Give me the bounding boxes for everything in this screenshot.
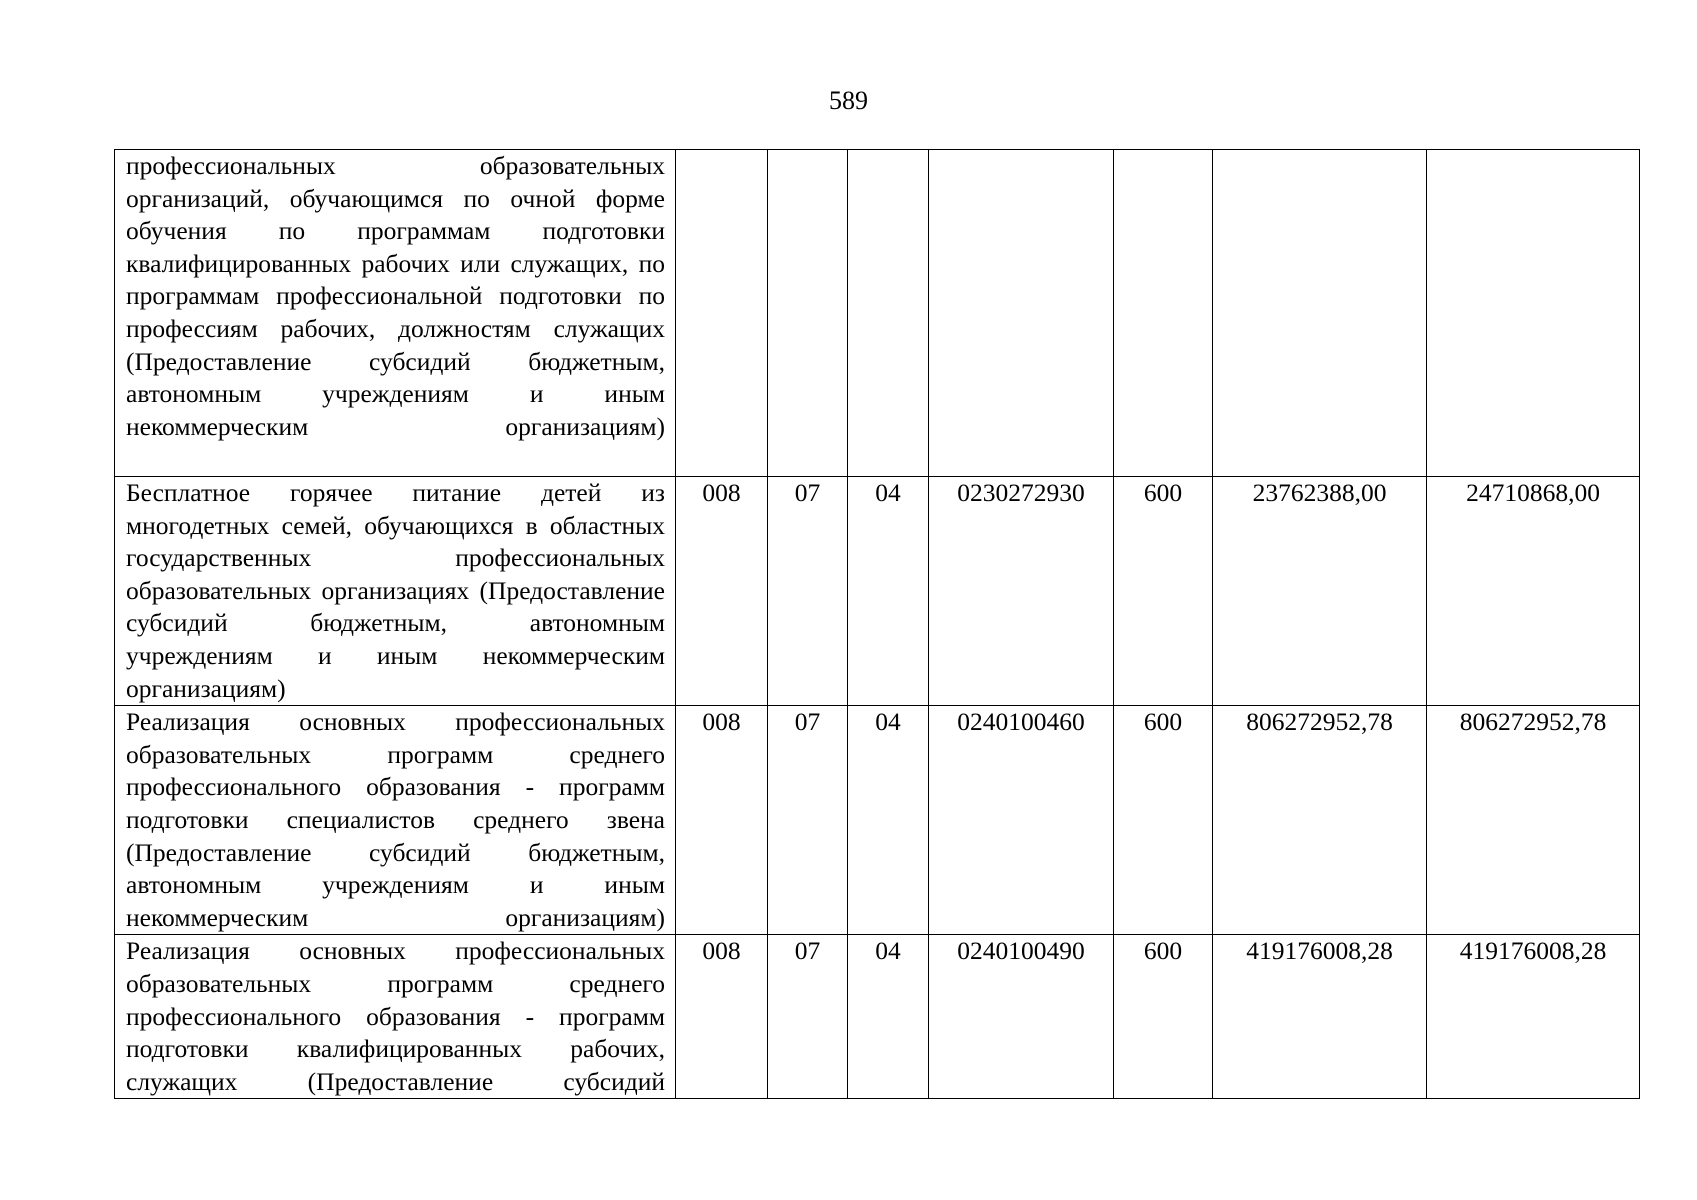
row-expense-type-code [1114,150,1213,477]
row-target-article-code: 0240100490 [929,935,1114,1099]
table-row [115,935,1640,1099]
row-grbs-code: 008 [676,477,768,706]
row-description: Реализация основных профессиональных образовательных программ среднего профессионального образования - программ подготовки специалистов среднего звена (Предоставление субсидий бюджетным, автономным учреждениям и иным некоммерческим организациям) [115,706,676,935]
row-grbs-code [676,150,768,477]
row-subsection-code: 04 [848,706,929,935]
row-description: профессиональных образовательных организаций, обучающимся по очной форме обучения по программам подготовки квалифицированных рабочих или служащих, по программам профессиональной подготовки по профессиям рабочих, должностям служащих (Предоставление субсидий бюджетным, автономным учреждениям и иным некоммерческим организациям) [115,150,676,477]
row-amount-year1: 419176008,28 [1213,935,1427,1099]
row-amount-year2 [1427,150,1640,477]
row-section-code: 07 [768,477,848,706]
row-subsection-code: 04 [848,477,929,706]
row-amount-year1: 23762388,00 [1213,477,1427,706]
row-grbs-code: 008 [676,935,768,1099]
row-section-code: 07 [768,706,848,935]
row-amount-year2: 24710868,00 [1427,477,1640,706]
row-subsection-code [848,150,929,477]
row-expense-type-code: 600 [1114,935,1213,1099]
table-row [115,477,1640,706]
row-expense-type-code: 600 [1114,477,1213,706]
row-target-article-code: 0230272930 [929,477,1114,706]
budget-table [114,149,1640,1099]
row-section-code [768,150,848,477]
row-amount-year1 [1213,150,1427,477]
row-amount-year1: 806272952,78 [1213,706,1427,935]
table-row [115,706,1640,935]
row-description: Реализация основных профессиональных образовательных программ среднего профессионального образования - программ подготовки квалифицированных рабочих, служащих (Предоставление субсидий [115,935,676,1099]
row-amount-year2: 806272952,78 [1427,706,1640,935]
row-description: Бесплатное горячее питание детей из многодетных семей, обучающихся в областных государственных профессиональных образовательных организациях (Предоставление субсидий бюджетным, автономным учреждениям и иным некоммерческим организациям) [115,477,676,706]
row-target-article-code: 0240100460 [929,706,1114,935]
page-number: 589 [829,86,868,115]
row-target-article-code [929,150,1114,477]
row-section-code: 07 [768,935,848,1099]
row-grbs-code: 008 [676,706,768,935]
row-amount-year2: 419176008,28 [1427,935,1640,1099]
row-subsection-code: 04 [848,935,929,1099]
row-expense-type-code: 600 [1114,706,1213,935]
table-row [115,150,1640,477]
